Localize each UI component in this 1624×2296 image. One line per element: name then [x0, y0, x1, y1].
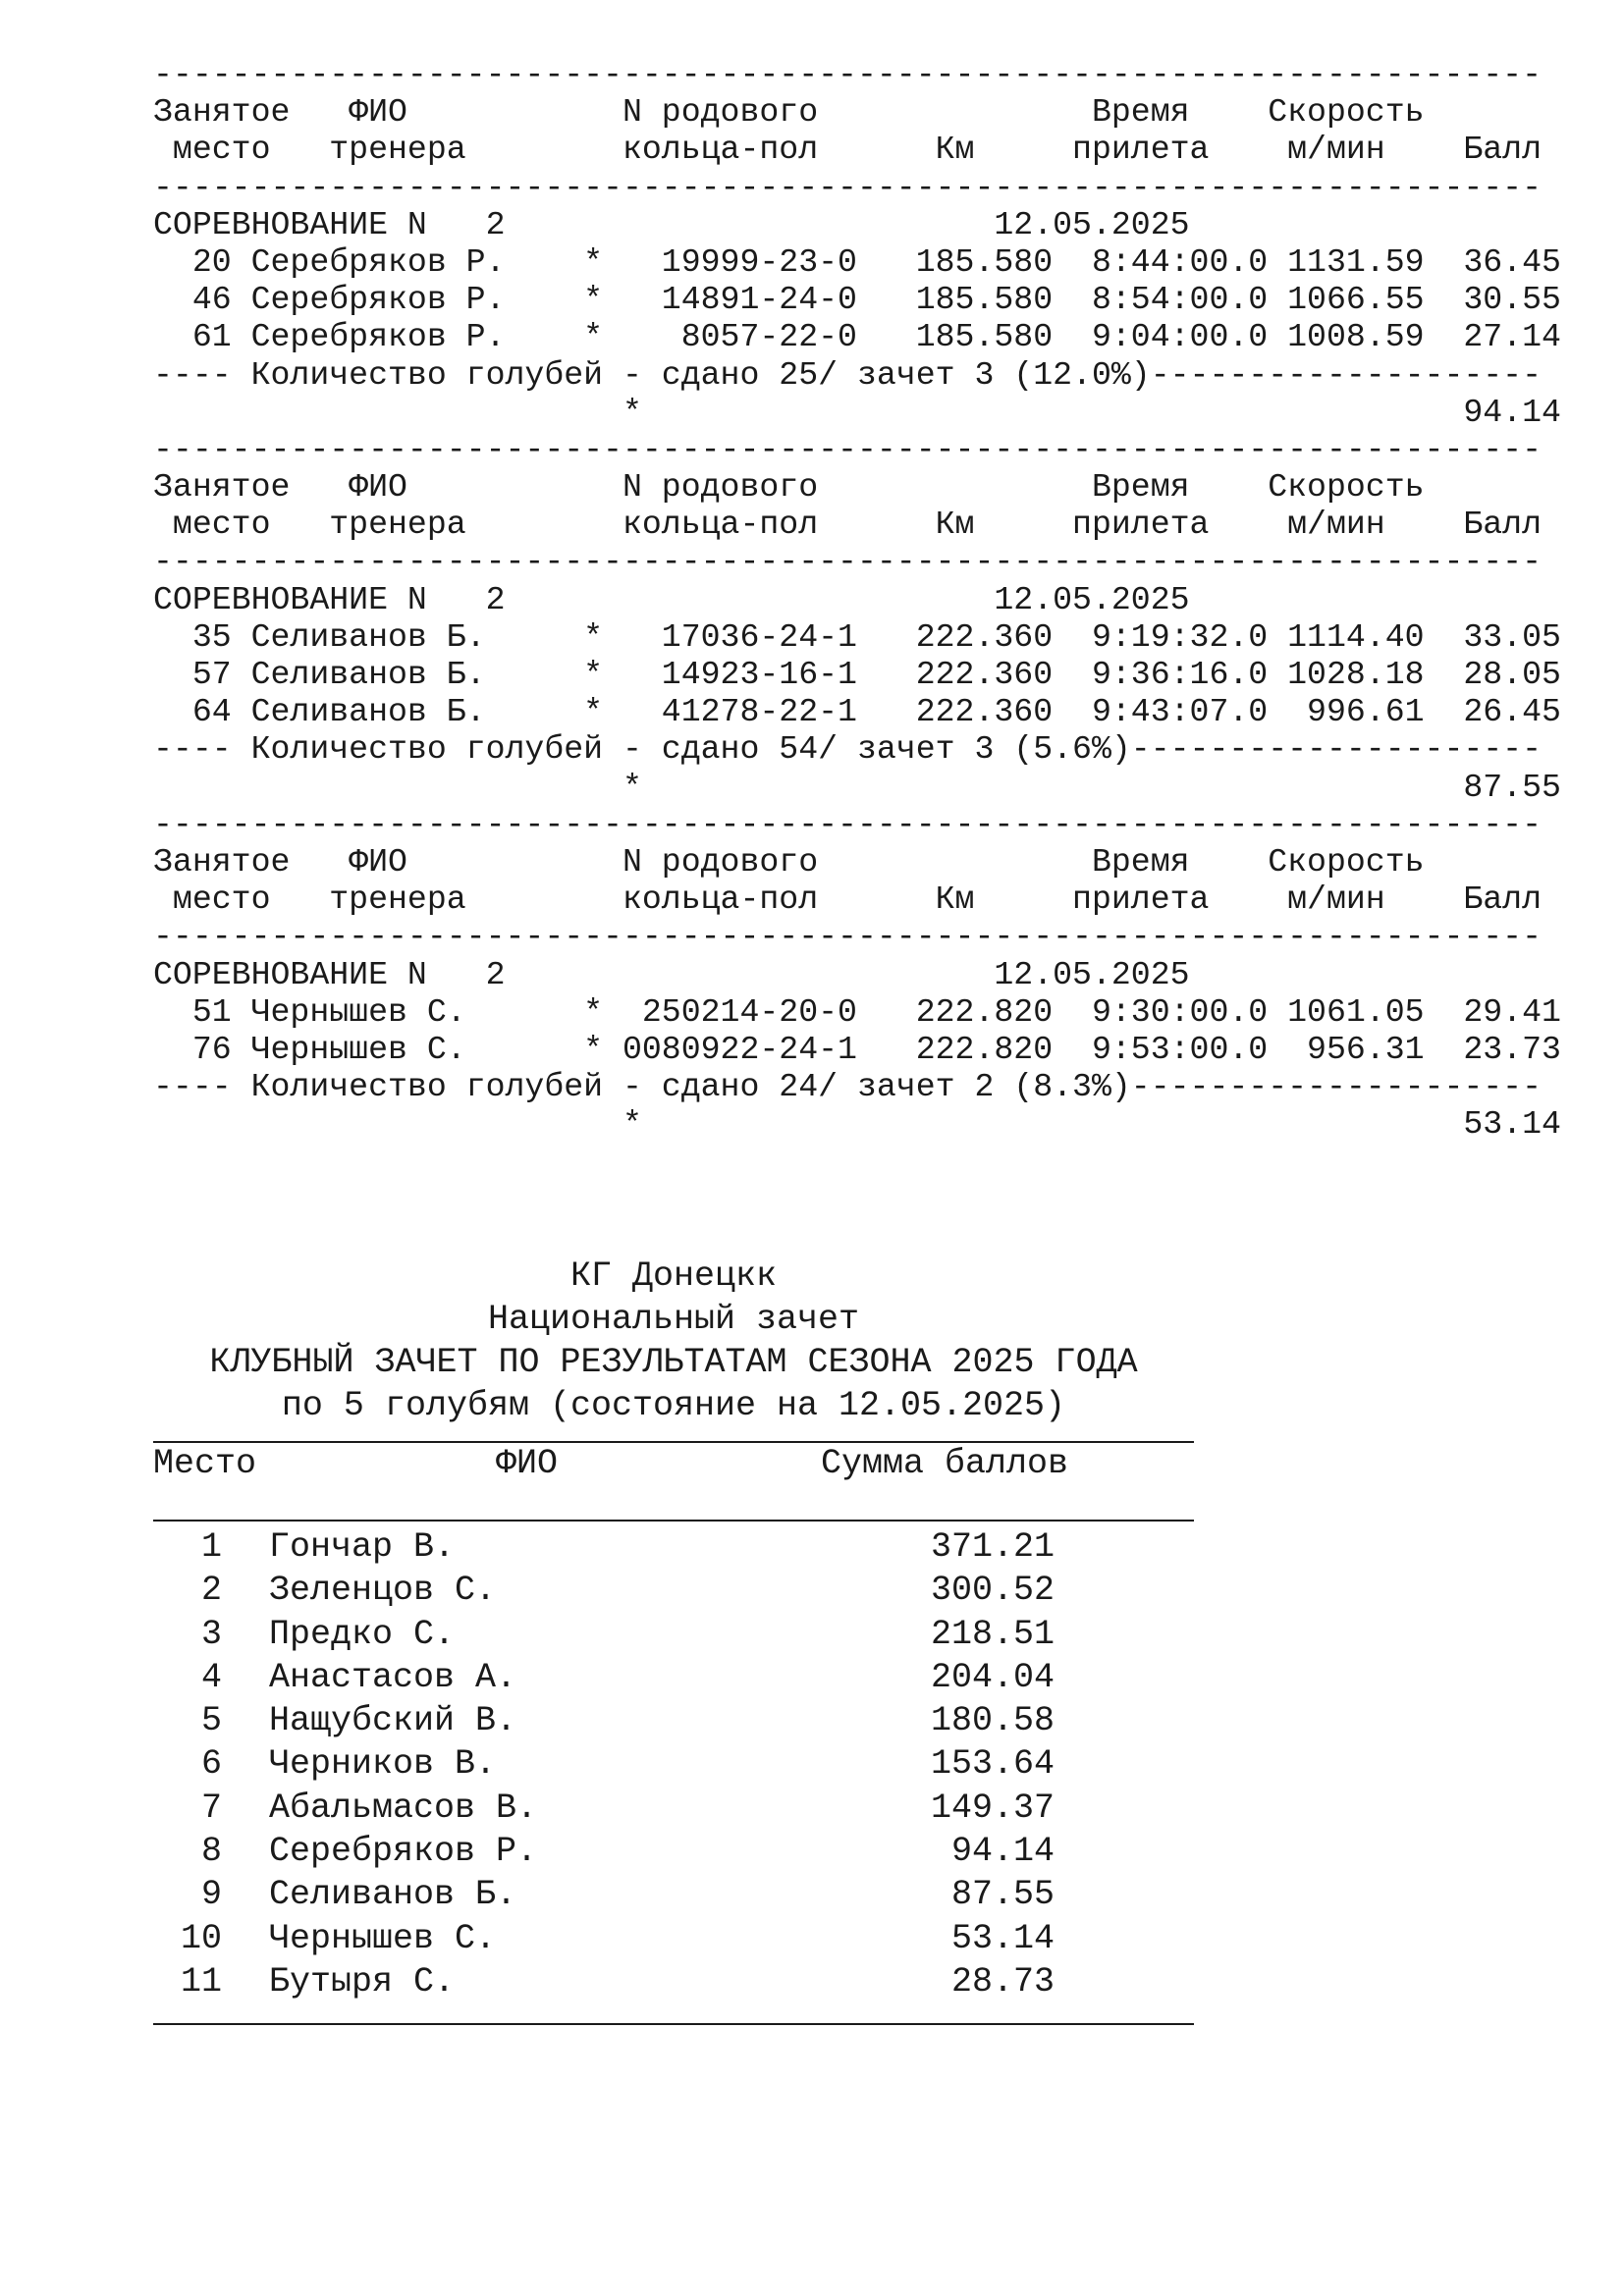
result-row: 57 Селиванов Б. * 14923-16-1 222.360 9:36:16.0 1028.18 28.05 [153, 656, 1561, 693]
result-row: 46 Серебряков Р. * 14891-24-0 185.580 8:54:00.0 1066.55 30.55 [153, 281, 1561, 319]
standings-name: Серебряков Р. [269, 1832, 538, 1872]
result-row: 64 Селиванов Б. * 41278-22-1 222.360 9:43:07.0 996.61 26.45 [153, 693, 1561, 731]
standings-score: 28.73 [950, 1961, 1055, 2002]
column-name: ФИО [496, 1444, 559, 1483]
standings-name: Черников В. [269, 1744, 497, 1785]
competition-line: СОРЕВНОВАНИЕ N 2 12.05.2025 [153, 955, 1190, 993]
standings-row [153, 1917, 1194, 1960]
standings-score: 371.21 [930, 1527, 1055, 1567]
result-row: 51 Чернышев С. * 250214-20-0 222.820 9:30:00.0 1061.05 29.41 [153, 992, 1561, 1031]
result-row: 61 Серебряков Р. * 8057-22-0 185.580 9:04:00.0 1008.59 27.14 [153, 318, 1561, 356]
standings-row [153, 1613, 1194, 1656]
standings-score: 180.58 [930, 1701, 1055, 1741]
standings-name: Бутыря С. [269, 1961, 456, 2002]
summary-line: ---- Количество голубей - сдано 54/ зачет 3 (5.6%)--------------------- [153, 730, 1543, 769]
header-line-2: место тренера кольца-пол Км прилета м/мин Балл [153, 881, 1543, 919]
competition-results [153, 56, 1561, 1143]
result-row: 35 Селиванов Б. * 17036-24-1 222.360 9:19:32.0 1114.40 33.05 [153, 617, 1561, 656]
standings-name: Предко С. [269, 1614, 456, 1654]
results-section-serebryakov [153, 56, 1561, 431]
result-row: 20 Серебряков Р. * 19999-23-0 185.580 8:44:00.0 1131.59 36.45 [153, 242, 1561, 281]
header-top-rule: ----------------------------------------------------------------------- [153, 805, 1543, 843]
standings-place: 6 [200, 1744, 222, 1785]
standings-type: Национальный зачет [487, 1300, 860, 1339]
standings-score: 300.52 [930, 1571, 1055, 1611]
standings-score: 218.51 [930, 1614, 1055, 1654]
standings-place: 9 [200, 1875, 222, 1915]
standings-row [153, 1742, 1194, 1786]
header-bottom-rule: ----------------------------------------------------------------------- [153, 168, 1543, 206]
standings-header [153, 1445, 1194, 1482]
standings-name: Зеленцов С. [269, 1571, 497, 1611]
results-section-chernyshev [153, 806, 1561, 1144]
standings-score: 204.04 [930, 1657, 1055, 1697]
header-line-1: Занятое ФИО N родового Время Скорость [153, 842, 1425, 881]
standings-score: 153.64 [930, 1744, 1055, 1785]
standings-row [153, 1525, 1194, 1569]
header-bottom-rule: ----------------------------------------------------------------------- [153, 918, 1543, 956]
standings-name: Селиванов Б. [269, 1875, 517, 1915]
standings-row [153, 1569, 1194, 1612]
standings-place: 4 [200, 1657, 222, 1697]
standings-name: Чернышев С. [269, 1918, 497, 1958]
standings-score: 149.37 [930, 1788, 1055, 1828]
standings-place: 10 [180, 1918, 222, 1958]
total-line: * 87.55 [153, 768, 1561, 806]
standings-name: Абальмасов В. [269, 1788, 538, 1828]
header-line-2: место тренера кольца-пол Км прилета м/мин Балл [153, 506, 1543, 544]
column-place: Место [153, 1444, 257, 1483]
standings-row [153, 1656, 1194, 1699]
standings-row [153, 1787, 1194, 1830]
standings-place: 8 [200, 1832, 222, 1872]
standings-name: Анастасов А. [269, 1657, 517, 1697]
total-line: * 53.14 [153, 1105, 1561, 1144]
club-name: КГ Донецкк [569, 1256, 778, 1296]
header-top-rule: ----------------------------------------------------------------------- [153, 430, 1543, 468]
header-bottom-rule [153, 1520, 1194, 1522]
standings-score: 94.14 [950, 1832, 1055, 1872]
season-standings [153, 1255, 1194, 2025]
standings-score: 53.14 [950, 1918, 1055, 1958]
standings-score: 87.55 [950, 1875, 1055, 1915]
result-row: 76 Чернышев С. * 0080922-24-1 222.820 9:53:00.0 956.31 23.73 [153, 1030, 1561, 1068]
header-bottom-rule: ----------------------------------------------------------------------- [153, 543, 1543, 581]
total-line: * 94.14 [153, 393, 1561, 431]
standings-row [153, 1873, 1194, 1916]
column-score: Сумма баллов [821, 1444, 1069, 1483]
standings-place: 1 [200, 1527, 222, 1567]
standings-title: КЛУБНЫЙ ЗАЧЕТ ПО РЕЗУЛЬТАТАМ СЕЗОНА 2025 ГОДА [209, 1343, 1138, 1382]
standings-name: Нащубский В. [269, 1701, 517, 1741]
standings-row [153, 1960, 1194, 2003]
table-bottom-rule [153, 2023, 1194, 2025]
standings-place: 3 [200, 1614, 222, 1654]
standings-rows [153, 1525, 1194, 2003]
results-section-selivanov [153, 431, 1561, 806]
standings-subtitle: по 5 голубям (состояние на 12.05.2025) [281, 1386, 1066, 1425]
standings-place: 7 [200, 1788, 222, 1828]
competition-line: СОРЕВНОВАНИЕ N 2 12.05.2025 [153, 205, 1190, 243]
summary-line: ---- Количество голубей - сдано 25/ зачет 3 (12.0%)-------------------- [153, 355, 1543, 394]
header-line-1: Занятое ФИО N родового Время Скорость [153, 93, 1425, 132]
standings-place: 5 [200, 1701, 222, 1741]
standings-name: Гончар В. [269, 1527, 456, 1567]
standings-place: 11 [180, 1961, 222, 2002]
summary-line: ---- Количество голубей - сдано 24/ зачет 2 (8.3%)--------------------- [153, 1068, 1543, 1106]
competition-line: СОРЕВНОВАНИЕ N 2 12.05.2025 [153, 580, 1190, 618]
standings-row [153, 1830, 1194, 1873]
header-top-rule [153, 1441, 1194, 1443]
header-line-2: место тренера кольца-пол Км прилета м/мин Балл [153, 131, 1543, 169]
standings-place: 2 [200, 1571, 222, 1611]
standings-row [153, 1699, 1194, 1742]
header-top-rule: ----------------------------------------------------------------------- [153, 56, 1543, 93]
header-line-1: Занятое ФИО N родового Время Скорость [153, 468, 1425, 507]
